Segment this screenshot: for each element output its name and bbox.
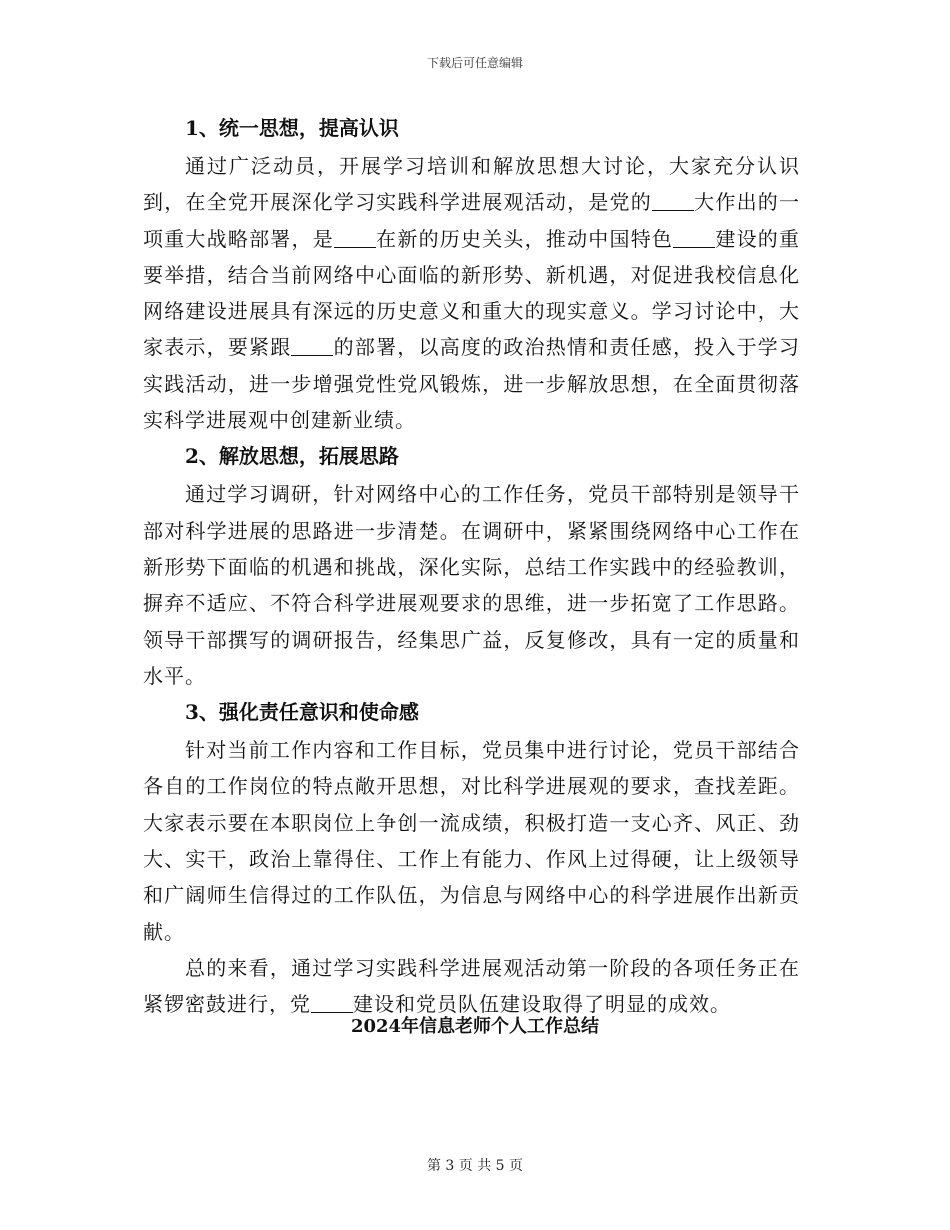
- section-heading: 3、强化责任意识和使命感: [185, 700, 419, 725]
- document-body: [143, 110, 800, 1023]
- page-number: 第 3 页 共 5 页: [426, 1158, 524, 1174]
- paragraph-text: 总的来看，通过学习实践科学进展观活动第一阶段的各项任务正在紧锣密鼓进行，党: [143, 955, 800, 1017]
- blank-underline: [291, 337, 333, 356]
- document-title: 2024年信息老师个人工作总结: [350, 1016, 600, 1037]
- section-paragraph: 通过学习调研，针对网络中心的工作任务，党员干部特别是领导干部对科学进展的思路进一步清楚。在调研中，紧紧围绕网络中心工作在新形势下面临的机遇和挑战，深化实际，总结工作实践中的经验教训，摒弃不适应、不符合科学进展观要求的思维，进一步拓宽了工作思路。领导干部撰写的调研报告，经集思广益，反复修改，具有一定的质量和水平。: [143, 482, 800, 688]
- section-paragraph: [143, 148, 800, 438]
- paragraph-text: 的部署，以高度的政治热情和责任感，投入于学习实践活动，进一步增强党性党风锻炼，进一步解放思想，在全面贯彻落实科学进展观中创建新业绩。: [143, 335, 801, 433]
- paragraph-text: 通过广泛动员，开展学习培训和解放思想大讨论，大家充分认识到，在全党开展深化学习实践科学进展观活动，是党的: [143, 154, 800, 215]
- section-paragraph: 针对当前工作内容和工作目标，党员集中进行讨论，党员干部结合各自的工作岗位的特点敞开思想，对比科学进展观的要求，查找差距。大家表示要在本职岗位上争创一流成绩，积极打造一支心齐、风正、劲大、实干，政治上靠得住、工作上有能力、作风上过得硬，让上级领导和广阔师生信得过的工作队伍，为信息与网络中心的科学进展作出新贡献。: [143, 738, 800, 944]
- section-heading: 2、解放思想，拓展思路: [185, 444, 399, 469]
- section-1: [143, 110, 800, 438]
- blank-underline: [311, 994, 353, 1013]
- blank-underline: [673, 229, 715, 248]
- paragraph-text: 建设的重要举措，结合当前网络中心面临的新形势、新机遇，对促进我校信息化网络建设进展具有深远的历史意义和重大的现实意义。学习讨论中，大家表示，要紧跟: [143, 226, 801, 360]
- blank-underline: [652, 192, 694, 211]
- section-heading: 1、统一思想，提高认识: [185, 116, 399, 140]
- blank-underline: [334, 229, 376, 248]
- section-3: [143, 694, 800, 950]
- paragraph-text: 在新的历史关头，推动中国特色: [375, 226, 674, 251]
- paragraph-text: 大作出的一项重大战略部署，是: [143, 190, 801, 251]
- section-2: [143, 438, 800, 694]
- paragraph-text: 建设和党员队伍建设取得了明显的成效。: [353, 992, 731, 1017]
- page-header: 下载后可任意编辑: [426, 56, 523, 70]
